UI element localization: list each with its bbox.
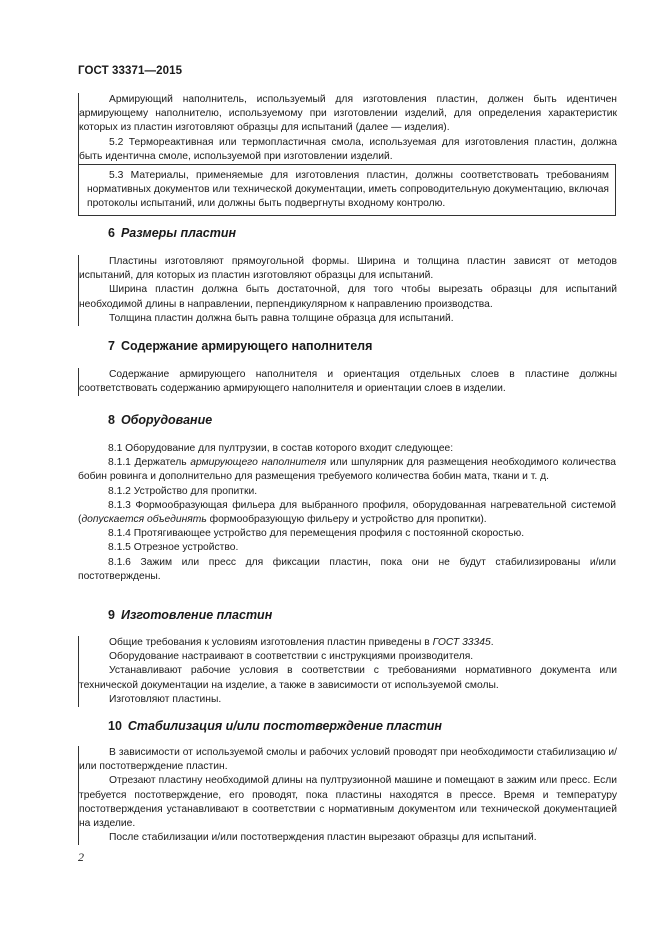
paragraph: 5.2 Термореактивная или термопластичная смола, используемая для изготовления пластин, должна быть идентична смоле, используемой при изготовлении изделий. — [79, 136, 617, 162]
section-8-heading — [108, 413, 212, 427]
section-8-body — [78, 442, 616, 584]
paragraph: Устанавливают рабочие условия в соответствии с требованиями нормативного документа или технической документации на изделие, а также в зависимости от используемой смолы. — [79, 665, 617, 691]
paragraph: После стабилизации и/или постотверждения пластин вырезают образцы для испытаний. — [109, 832, 537, 844]
section-6-body — [78, 255, 617, 326]
paragraph: 8.1.5 Отрезное устройство. — [108, 542, 239, 554]
paragraph: Изготовляют пластины. — [109, 693, 222, 705]
paragraph: Общие требования к условиям изготовления пластин приведены в ГОСТ 33345. — [109, 637, 494, 648]
paragraph: Отрезают пластину необходимой длины на пултрузионной машине и помещают в зажим или пресс. Если требуется постотверждение, его проводят, пока пластины находятся в прессе. Время и температуру постотверждения устанавливают в соответствии с нормативным документом или технической документацией на изделие. — [79, 775, 617, 830]
paragraph: Армирующий наполнитель, используемый для изготовления пластин, должен быть идентичен армирующему наполнителю, используемому при изготовлении изделий, для определения характеристик которых из пластин изготовляют образцы для испытаний (далее — изделия). — [79, 94, 617, 134]
paragraph: Содержание армирующего наполнителя и ориентация отдельных слоев в пластине должны соответствовать содержанию армирующего наполнителя и ориентации слоев в изделии. — [79, 369, 617, 395]
section-10-body — [78, 746, 617, 845]
paragraph: 8.1.3 Формообразующая фильера для выбранного профиля, оборудованная нагревательной системой (допускается объединять формообразующую фильеру и устройство для пропитки). — [78, 499, 616, 526]
section-number: 8 — [108, 413, 115, 427]
section-7-heading — [108, 339, 372, 353]
page-number: 2 — [78, 850, 84, 864]
paragraph: Оборудование настраивают в соответствии с инструкциями производителя. — [109, 651, 474, 663]
paragraph: 8.1.6 Зажим или пресс для фиксации пластин, пока они не будут стабилизированы и/или постотверждены. — [78, 556, 616, 582]
section-9-body — [78, 636, 617, 707]
section-number: 6 — [108, 226, 115, 240]
paragraph: 8.1 Оборудование для пултрузии, в состав которого входит следующее: — [108, 443, 454, 454]
document-code: ГОСТ 33371—2015 — [78, 65, 183, 77]
section-7-body — [78, 368, 617, 396]
paragraph: Толщина пластин должна быть равна толщине образца для испытаний. — [109, 312, 454, 324]
paragraph: 5.3 Материалы, применяемые для изготовления пластин, должны соответствовать требованиям нормативных документов или технической документации, иметь сопроводительную документацию, включая протоколы испытаний, или должны быть подвергнуты входному контролю. — [87, 170, 609, 210]
section-number: 7 — [108, 339, 115, 353]
section-9-heading — [108, 608, 272, 622]
paragraph: 8.1.1 Держатель армирующего наполнителя или шпулярник для размещения необходимого количества бобин ровинга и дополнительно для размещения требуемого количества бобин мата, ткани и т. д. — [78, 457, 617, 483]
section-number: 10 — [108, 719, 122, 733]
paragraph: 8.1.2 Устройство для пропитки. — [108, 485, 258, 497]
intro-block — [78, 93, 617, 164]
section-title: Стабилизация и/или постотверждение пластин — [127, 719, 442, 733]
section-title: Размеры пластин — [120, 226, 237, 240]
section-title: Содержание армирующего наполнителя — [120, 339, 373, 353]
paragraph: В зависимости от используемой смолы и рабочих условий проводят при необходимости стабилизацию и/или постотверждение пластин. — [79, 747, 617, 773]
section-10-heading — [108, 719, 442, 733]
paragraph: 8.1.4 Протягивающее устройство для перемещения профиля с постоянной скоростью. — [108, 528, 525, 540]
section-title: Оборудование — [120, 413, 213, 427]
section-number: 9 — [108, 608, 115, 622]
section-title: Изготовление пластин — [120, 608, 273, 622]
boxed-paragraph — [78, 164, 616, 216]
paragraph: Ширина пластин должна быть достаточной, для того чтобы вырезать образцы для испытаний необходимой длины в направлении, перпендикулярном к направлению производства. — [79, 284, 617, 310]
paragraph: Пластины изготовляют прямоугольной формы. Ширина и толщина пластин зависят от методов испытаний, для которых из пластин изготовляют образцы для испытаний. — [79, 256, 617, 282]
section-6-heading — [108, 226, 236, 240]
